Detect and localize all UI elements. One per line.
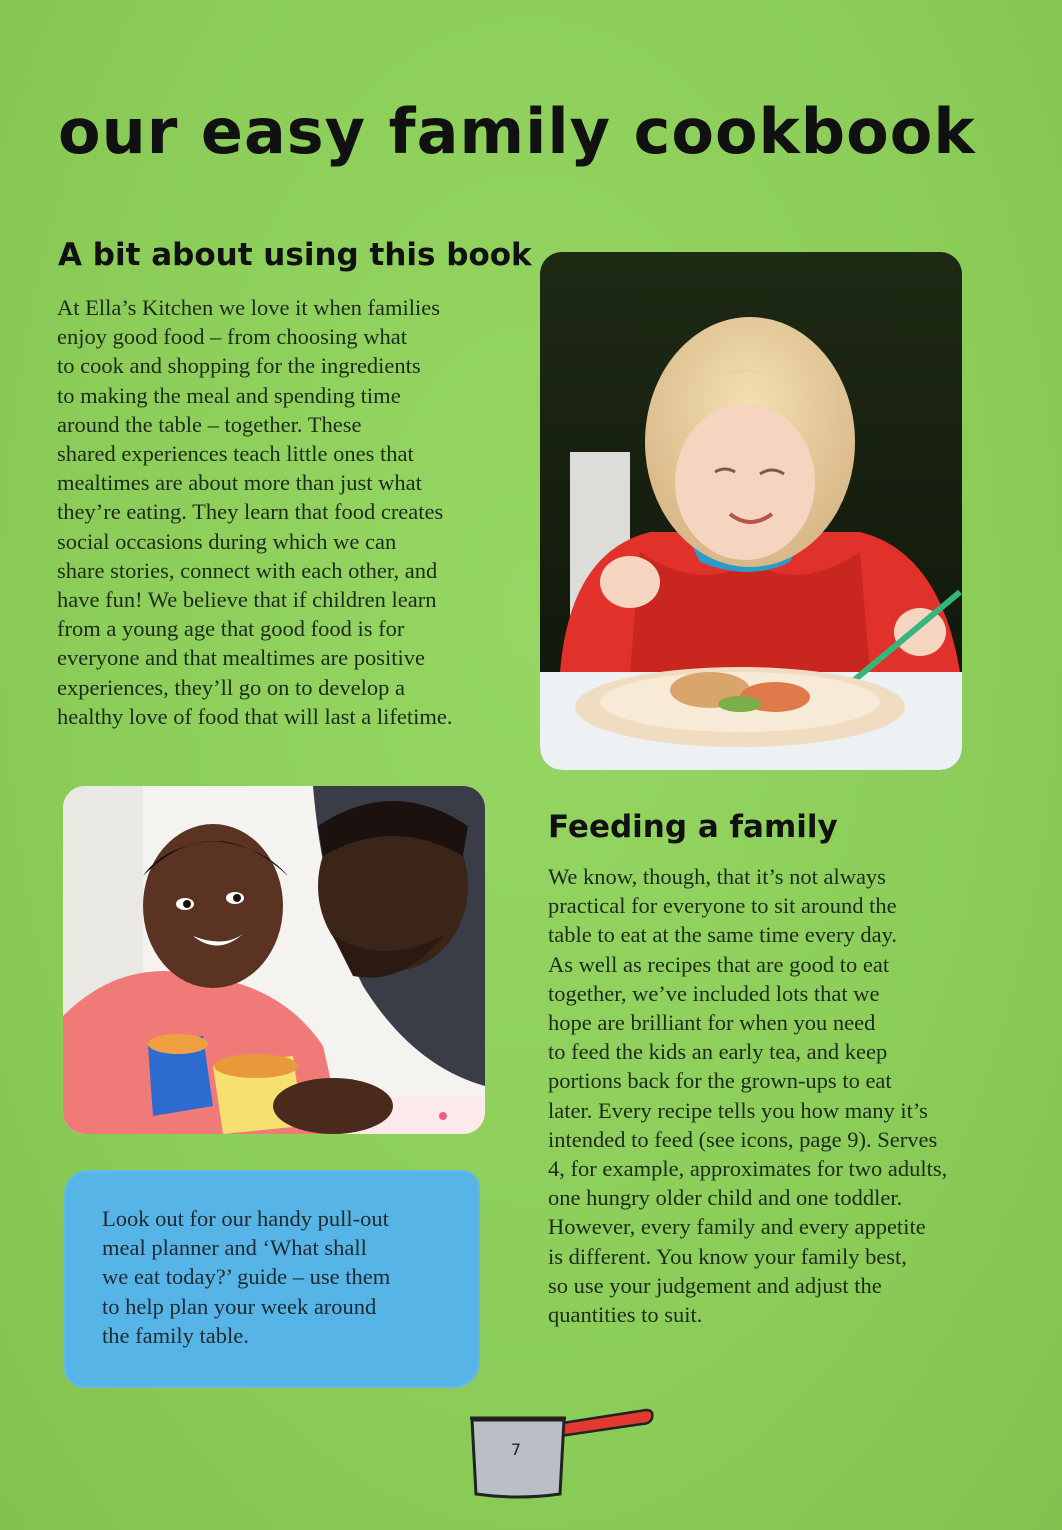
text-line: However, every family and every appetite: [548, 1214, 926, 1240]
text-line: shared experiences teach little ones that: [57, 441, 414, 467]
text-line: so use your judgement and adjust the: [548, 1272, 882, 1298]
text-line: meal planner and ‘What shall: [102, 1235, 367, 1261]
text-line: At Ella’s Kitchen we love it when families: [57, 295, 441, 320]
text-line: to feed the kids an early tea, and keep: [548, 1039, 888, 1065]
text-line: portions back for the grown-ups to eat: [548, 1068, 892, 1094]
text-line: later. Every recipe tells you how many it’s: [548, 1097, 928, 1123]
text-line: healthy love of food that will last a lifetime.: [57, 703, 453, 729]
text-line: the family table.: [102, 1322, 249, 1348]
page-title: our easy family cookbook: [58, 95, 976, 168]
text-line: experiences, they’ll go on to develop a: [57, 674, 406, 700]
text-line: is different. You know your family best,: [548, 1243, 907, 1269]
text-line: practical for everyone to sit around the: [548, 893, 897, 919]
text-line: everyone and that mealtimes are positive: [57, 645, 425, 671]
text-line: intended to feed (see icons, page 9). Serves: [548, 1126, 938, 1152]
text-line: to making the meal and spending time: [57, 382, 401, 408]
section-body-feeding: [548, 862, 1018, 1329]
text-line: we eat today?’ guide – use them: [102, 1264, 391, 1290]
saucepan-icon: [468, 1402, 658, 1502]
text-line: We know, though, that it’s not always: [548, 864, 886, 889]
photo-girl-eating: [540, 252, 962, 770]
text-line: As well as recipes that are good to eat: [548, 951, 890, 977]
text-line: have fun! We believe that if children learn: [57, 587, 437, 613]
text-line: enjoy good food – from choosing what: [57, 324, 407, 350]
text-line: hope are brilliant for when you need: [548, 1010, 876, 1036]
text-line: quantities to suit.: [548, 1302, 703, 1328]
text-line: 4, for example, approximates for two adults,: [548, 1156, 948, 1182]
text-line: social occasions during which we can: [57, 528, 397, 554]
section-body-about: [57, 293, 497, 731]
text-line: they’re eating. They learn that food creates: [57, 499, 444, 525]
photo-boy-and-father: [63, 786, 485, 1134]
section-heading-feeding: Feeding a family: [548, 809, 838, 845]
tip-text: [102, 1204, 452, 1350]
text-line: share stories, connect with each other, and: [57, 557, 438, 583]
text-line: Look out for our handy pull-out: [102, 1206, 389, 1231]
section-heading-about: A bit about using this book: [58, 237, 532, 273]
text-line: together, we’ve included lots that we: [548, 980, 880, 1006]
girl-eating-illustration: [540, 252, 962, 770]
tip-box: [64, 1170, 480, 1388]
text-line: one hungry older child and one toddler.: [548, 1185, 903, 1211]
text-line: from a young age that good food is for: [57, 616, 405, 642]
boy-and-father-illustration: [63, 786, 485, 1134]
text-line: to cook and shopping for the ingredients: [57, 353, 421, 379]
page-number: 7: [510, 1440, 522, 1459]
text-line: mealtimes are about more than just what: [57, 470, 422, 496]
text-line: to help plan your week around: [102, 1293, 377, 1319]
text-line: table to eat at the same time every day.: [548, 922, 898, 948]
text-line: around the table – together. These: [57, 411, 362, 437]
